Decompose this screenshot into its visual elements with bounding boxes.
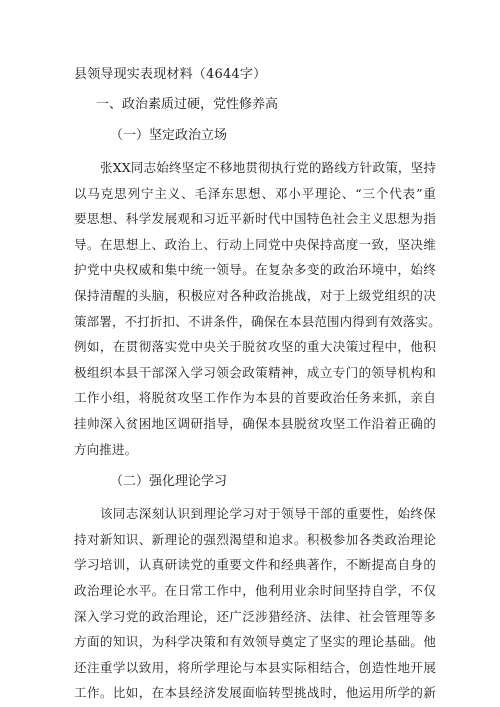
paragraph-line: 该同志深刻认识到理论学习对于领导干部的重要性，始终保 <box>100 506 436 522</box>
section-heading-1: 一、政治素质过硬，党性修养高 <box>96 97 279 112</box>
subsection-heading-2: （二）强化理论学习 <box>110 474 228 490</box>
paragraph-line: 还注重学以致用，将所学理论与本县实际相结合，创造性地开展 <box>74 659 436 675</box>
paragraph-political-stance <box>74 155 441 462</box>
paragraph-line: 挂帅深入贫困地区调研指导，确保本县脱贫攻坚工作沿着正确的 <box>74 415 436 431</box>
paragraph-line: 政治理论水平。在日常工作中，他利用业余时间坚持自学，不仅 <box>74 582 436 598</box>
paragraph-line: 工作小组，将脱贫攻坚工作作为本县的首要政治任务来抓，亲自 <box>74 390 436 406</box>
paragraph-line: 例如，在贯彻落实党中央关于脱贫攻坚的重大决策过程中，他积 <box>74 339 436 355</box>
paragraph-line: 导。在思想上、政治上、行动上同党中央保持高度一致，坚决维 <box>74 236 436 252</box>
paragraph-line: 方向推进。 <box>74 441 138 457</box>
paragraph-line: 持对新知识、新理论的强烈渴望和追求。积极参加各类政治理论 <box>74 531 436 547</box>
paragraph-line: 方面的知识，为科学决策和有效领导奠定了坚实的理论基础。他 <box>74 634 436 650</box>
paragraph-theory-study <box>74 501 436 706</box>
subsection-heading-1: （一）坚定政治立场 <box>110 128 228 143</box>
paragraph-line: 策部署，不打折扣、不讲条件，确保在本县范围内得到有效落实。 <box>74 313 441 329</box>
paragraph-line: 张XX同志始终坚定不移地贯彻执行党的路线方针政策，坚持 <box>100 160 436 175</box>
paragraph-line: 要思想、科学发展观和习近平新时代中国特色社会主义思想为指 <box>74 211 436 227</box>
paragraph-line: 极组织本县干部深入学习领会政策精神，成立专门的领导机构和 <box>74 364 436 380</box>
document-body <box>74 64 441 706</box>
paragraph-line: 护党中央权威和集中统一领导。在复杂多变的政治环境中，始终 <box>74 262 436 278</box>
paragraph-line: 以马克思列宁主义、毛泽东思想、邓小平理论、“三个代表”重 <box>74 185 436 201</box>
paragraph-line: 学习培训，认真研读党的重要文件和经典著作，不断提高自身的 <box>74 557 436 573</box>
paragraph-line: 工作。比如，在本县经济发展面临转型挑战时，他运用所学的新 <box>74 685 436 701</box>
paragraph-line: 深入学习党的政治理论，还广泛涉猎经济、法律、社会管理等多 <box>74 608 436 624</box>
paragraph-line: 保持清醒的头脑，积极应对各种政治挑战，对于上级党组织的决 <box>74 287 436 303</box>
document-title: 县领导现实表现材料（4644字） <box>74 67 267 82</box>
